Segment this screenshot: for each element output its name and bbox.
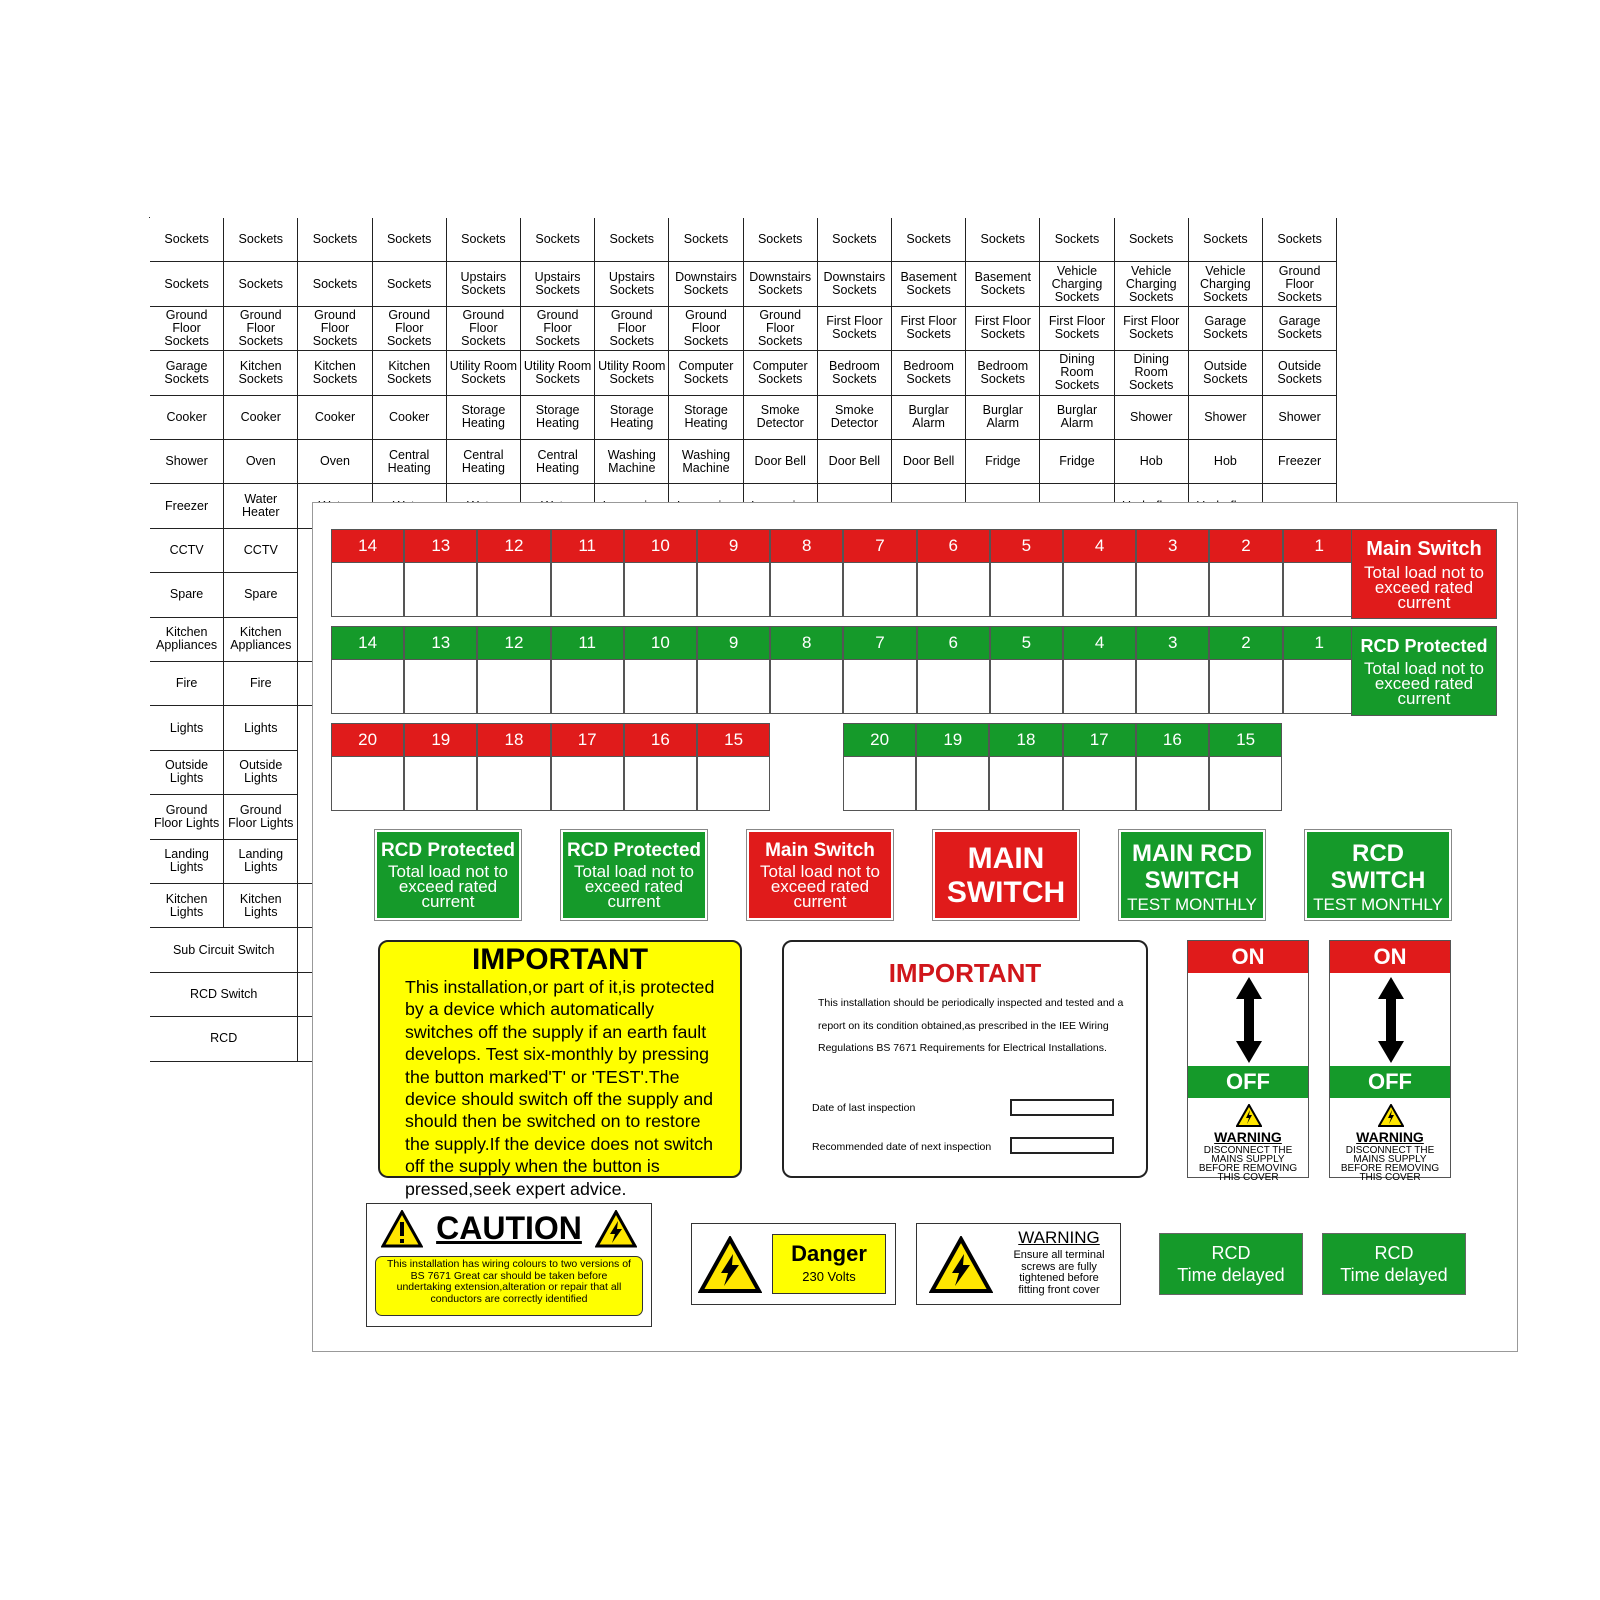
way-number: 15	[1209, 723, 1282, 757]
circuit-label-cell: Shower	[150, 440, 224, 484]
way-label-slot[interactable]	[331, 659, 404, 714]
circuit-label-cell: Sockets	[298, 262, 372, 306]
electric-hazard-icon	[698, 1236, 762, 1294]
circuit-label-cell: Ground Floor Sockets	[1263, 262, 1337, 306]
important-rcd-test-notice	[378, 940, 742, 1199]
tag-line-1: RCD	[1352, 840, 1404, 867]
important-title: IMPORTANT	[471, 943, 649, 976]
tag-text: Total load not to exceed rated current	[759, 862, 881, 911]
circuit-label-cell: Central Heating	[373, 440, 447, 484]
way-number: 19	[916, 723, 989, 757]
inspection-title: IMPORTANT	[888, 958, 1042, 988]
danger-230v-label	[691, 1223, 896, 1305]
circuit-label-cell: Ground Floor Lights	[150, 795, 224, 839]
main-switch-tag	[747, 830, 893, 920]
way-label-slot[interactable]	[624, 659, 697, 714]
warning-triangle-icon	[1236, 1104, 1262, 1127]
way-label-slot[interactable]	[1136, 756, 1209, 811]
circuit-label-cell: Ground Floor Sockets	[595, 307, 669, 351]
circuit-label-cell: First Floor Sockets	[892, 307, 966, 351]
way-label-slot[interactable]	[697, 756, 770, 811]
circuit-label-cell: Kitchen Appliances	[224, 618, 298, 662]
tag-line-3: TEST MONTHLY	[1313, 895, 1443, 914]
way-label-slot[interactable]	[551, 756, 624, 811]
way-number: 20	[331, 723, 404, 757]
circuit-label-cell: Freezer	[150, 484, 224, 528]
circuit-label-cell: Sockets	[1189, 218, 1263, 262]
circuit-label-cell: Sockets	[521, 218, 595, 262]
way-number: 16	[1136, 723, 1209, 757]
circuit-label-cell: Downstairs Sockets	[669, 262, 743, 306]
circuit-label-cell: Ground Floor Sockets	[447, 307, 521, 351]
rcd-protected-panel-text: Total load not to exceed rated current	[1363, 659, 1485, 708]
circuit-label-cell: Shower	[1263, 396, 1337, 440]
circuit-label-cell: Door Bell	[744, 440, 818, 484]
circuit-label-cell: Water Heater	[224, 484, 298, 528]
way-number: 3	[1136, 626, 1209, 660]
circuit-label-cell: Cooker	[373, 396, 447, 440]
rcd-time-delayed-tag-2	[1322, 1233, 1466, 1295]
way-number: 6	[917, 626, 990, 660]
circuit-label-cell: Ground Floor Sockets	[224, 307, 298, 351]
circuit-label-cell: Fridge	[966, 440, 1040, 484]
circuit-label-cell: Kitchen Sockets	[373, 351, 447, 395]
circuit-label-cell: Burglar Alarm	[892, 396, 966, 440]
danger-text: 230 Volts	[802, 1269, 856, 1284]
circuit-label-cell: Downstairs Sockets	[818, 262, 892, 306]
circuit-label-cell: Washing Machine	[669, 440, 743, 484]
circuit-label-cell: Central Heating	[447, 440, 521, 484]
warning-heading: WARNING	[1214, 1129, 1282, 1145]
consumer-unit-label-sheet	[312, 502, 1518, 1352]
circuit-label-cell: Utility Room Sockets	[447, 351, 521, 395]
tag-line-2: Time delayed	[1340, 1265, 1448, 1285]
way-number: 2	[1209, 529, 1282, 563]
way-number: 8	[770, 626, 843, 660]
way-label-slot[interactable]	[404, 659, 477, 714]
rcd-protected-panel	[1351, 626, 1497, 716]
circuit-label-cell: Outside Sockets	[1189, 351, 1263, 395]
circuit-label-cell: Upstairs Sockets	[595, 262, 669, 306]
circuit-label-cell: Ground Floor Sockets	[669, 307, 743, 351]
way-label-slot[interactable]	[843, 562, 916, 617]
way-number: 5	[990, 626, 1063, 660]
circuit-label-cell: Cooker	[150, 396, 224, 440]
circuit-label-cell: Door Bell	[892, 440, 966, 484]
circuit-label-wide-cell: RCD Switch	[150, 973, 298, 1017]
way-number: 1	[1283, 529, 1356, 563]
circuit-label-cell: Garage Sockets	[150, 351, 224, 395]
main-switch-panel-title: Main Switch	[1366, 538, 1482, 560]
circuit-label-cell: Sockets	[224, 218, 298, 262]
circuit-label-cell: Landing Lights	[150, 840, 224, 884]
circuit-label-cell: Outside Sockets	[1263, 351, 1337, 395]
circuit-label-cell: Bedroom Sockets	[966, 351, 1040, 395]
tag-line-2: SWITCH	[1144, 867, 1240, 894]
way-label-slot[interactable]	[331, 562, 404, 617]
circuit-label-cell: Oven	[224, 440, 298, 484]
circuit-label-cell: Garage Sockets	[1189, 307, 1263, 351]
on-label: ON	[1188, 941, 1308, 973]
tag-line-1: MAIN RCD	[1132, 840, 1252, 867]
circuit-label-cell: Dining Room Sockets	[1040, 351, 1114, 395]
important-body: This installation,or part of it,is protected by a device which automatically switches off the supply if an earth fault develops. Test six-monthly by pressing the button marked'T' or 'TEST'.The device should switch off the supply and should then be switched on to restore the supply.If the device does not switch off the supply when the button is pressed,seek expert advice.	[405, 977, 715, 1199]
circuit-label-cell: First Floor Sockets	[1115, 307, 1189, 351]
circuit-label-cell: First Floor Sockets	[1040, 307, 1114, 351]
rcd-protected-tag-2	[561, 830, 707, 920]
way-number: 13	[404, 626, 477, 660]
on-off-label-1	[1187, 940, 1309, 1183]
circuit-label-cell: Computer Sockets	[744, 351, 818, 395]
main-rcd-switch-tag	[1119, 830, 1265, 920]
way-number: 18	[989, 723, 1062, 757]
way-number: 5	[990, 529, 1063, 563]
tag-title: RCD Protected	[380, 840, 516, 861]
circuit-label-cell: Sockets	[373, 262, 447, 306]
circuit-label-cell: Outside Lights	[150, 751, 224, 795]
way-label-slot[interactable]	[624, 562, 697, 617]
way-label-slot[interactable]	[1063, 562, 1136, 617]
last-inspection-label: Date of last inspection	[812, 1102, 916, 1114]
way-label-slot[interactable]	[917, 659, 990, 714]
circuit-label-cell: Kitchen Appliances	[150, 618, 224, 662]
danger-title: Danger	[791, 1241, 867, 1266]
way-number: 11	[551, 626, 624, 660]
main-switch-panel-text: Total load not to exceed rated current	[1363, 563, 1485, 612]
on-label: ON	[1330, 941, 1450, 973]
way-number: 12	[477, 529, 550, 563]
tag-text: Total load not to exceed rated current	[573, 862, 695, 911]
inspection-body: This installation should be periodically inspected and tested and a report on its condition obtained,as prescribed in the IEE Wiring Regulations BS 7671 Requirements for Electrical Installations.	[818, 997, 1124, 1054]
main-switch-panel	[1351, 529, 1497, 619]
circuit-label-cell: Burglar Alarm	[1040, 396, 1114, 440]
caution-body: This installation has wiring colours to two versions of BS 7671 Great car should be taken before undertaking extension,alteration or repair that all conductors are correctly identified	[375, 1256, 643, 1316]
circuit-label-cell: Fire	[224, 662, 298, 706]
tag-line-2: Time delayed	[1177, 1265, 1285, 1285]
way-number: 14	[331, 626, 404, 660]
circuit-label-cell: Sockets	[1040, 218, 1114, 262]
way-label-slot[interactable]	[1283, 562, 1356, 617]
circuit-label-cell: Upstairs Sockets	[521, 262, 595, 306]
way-number: 1	[1283, 626, 1356, 660]
circuit-label-cell: Storage Heating	[447, 396, 521, 440]
warning-triangle-icon	[381, 1210, 423, 1248]
tag-line-2: SWITCH	[946, 876, 1066, 909]
way-label-slot[interactable]	[1136, 659, 1209, 714]
circuit-label-cell: Door Bell	[818, 440, 892, 484]
circuit-label-cell: Sockets	[818, 218, 892, 262]
way-label-slot[interactable]	[624, 756, 697, 811]
way-label-slot[interactable]	[1209, 756, 1282, 811]
way-label-slot[interactable]	[916, 756, 989, 811]
caution-wiring-colours-label	[366, 1203, 652, 1327]
circuit-label-cell: Smoke Detector	[818, 396, 892, 440]
warning-text: Ensure all terminal screws are fully tightened before fitting front cover	[1013, 1249, 1105, 1296]
circuit-label-cell: Ground Floor Sockets	[150, 307, 224, 351]
way-label-slot[interactable]	[404, 756, 477, 811]
circuit-label-cell: Cooker	[224, 396, 298, 440]
way-number: 8	[770, 529, 843, 563]
periodic-inspection-notice	[782, 940, 1148, 1178]
electric-hazard-icon	[595, 1210, 637, 1248]
circuit-label-cell: First Floor Sockets	[818, 307, 892, 351]
tag-line-1: RCD	[1211, 1243, 1251, 1263]
circuit-label-cell: Kitchen Lights	[224, 884, 298, 928]
circuit-label-cell: Kitchen Sockets	[224, 351, 298, 395]
circuit-label-cell: Kitchen Lights	[150, 884, 224, 928]
circuit-label-cell: Sockets	[150, 218, 224, 262]
rcd-switch-tag	[1305, 830, 1451, 920]
way-label-slot[interactable]	[1136, 562, 1209, 617]
circuit-label-cell: Vehicle Charging Sockets	[1040, 262, 1114, 306]
way-label-slot[interactable]	[331, 756, 404, 811]
way-number: 4	[1063, 626, 1136, 660]
way-number: 7	[843, 626, 916, 660]
way-label-slot[interactable]	[697, 659, 770, 714]
way-label-slot[interactable]	[917, 562, 990, 617]
way-label-slot[interactable]	[477, 756, 550, 811]
circuit-label-cell: Oven	[298, 440, 372, 484]
circuit-label-cell: Vehicle Charging Sockets	[1189, 262, 1263, 306]
way-label-slot[interactable]	[843, 659, 916, 714]
danger-box	[772, 1234, 886, 1294]
circuit-label-cell: Sockets	[744, 218, 818, 262]
rcd-protected-tag-1	[375, 830, 521, 920]
way-number: 14	[331, 529, 404, 563]
on-off-label-2	[1329, 940, 1451, 1183]
circuit-label-cell: Sockets	[1115, 218, 1189, 262]
way-label-slot[interactable]	[551, 659, 624, 714]
way-label-slot[interactable]	[770, 562, 843, 617]
circuit-label-cell: Storage Heating	[595, 396, 669, 440]
way-number: 10	[624, 529, 697, 563]
way-label-slot[interactable]	[770, 659, 843, 714]
circuit-label-cell: First Floor Sockets	[966, 307, 1040, 351]
way-number: 2	[1209, 626, 1282, 660]
circuit-label-cell: Ground Floor Sockets	[298, 307, 372, 351]
circuit-label-cell: Sockets	[892, 218, 966, 262]
circuit-label-cell: Sockets	[373, 218, 447, 262]
circuit-label-cell: Sockets	[224, 262, 298, 306]
way-label-slot[interactable]	[843, 756, 916, 811]
way-number: 16	[624, 723, 697, 757]
way-label-slot[interactable]	[989, 756, 1062, 811]
circuit-label-cell: Fridge	[1040, 440, 1114, 484]
way-label-slot[interactable]	[1283, 659, 1356, 714]
way-number: 12	[477, 626, 550, 660]
circuit-label-cell: Vehicle Charging Sockets	[1115, 262, 1189, 306]
tag-text: Total load not to exceed rated current	[387, 862, 509, 911]
double-arrow-icon	[1376, 975, 1406, 1065]
circuit-label-cell: Washing Machine	[595, 440, 669, 484]
circuit-label-cell: Bedroom Sockets	[818, 351, 892, 395]
circuit-label-cell: Downstairs Sockets	[744, 262, 818, 306]
circuit-label-cell: Storage Heating	[669, 396, 743, 440]
way-number: 17	[551, 723, 624, 757]
way-number: 15	[697, 723, 770, 757]
rcd-time-delayed-tag-1	[1159, 1233, 1303, 1295]
circuit-label-cell: Spare	[224, 573, 298, 617]
circuit-label-cell: Hob	[1115, 440, 1189, 484]
way-number: 9	[697, 529, 770, 563]
way-number: 3	[1136, 529, 1209, 563]
warning-title: WARNING	[1018, 1228, 1100, 1247]
tag-line-1: MAIN	[967, 842, 1045, 875]
circuit-label-cell: Sockets	[150, 262, 224, 306]
way-number: 7	[843, 529, 916, 563]
way-label-slot[interactable]	[1209, 562, 1282, 617]
electric-hazard-icon	[929, 1236, 993, 1294]
way-label-slot[interactable]	[990, 562, 1063, 617]
way-number: 17	[1063, 723, 1136, 757]
circuit-label-cell: Lights	[150, 706, 224, 750]
circuit-label-cell: Outside Lights	[224, 751, 298, 795]
circuit-label-cell: Burglar Alarm	[966, 396, 1040, 440]
circuit-label-cell: Shower	[1189, 396, 1263, 440]
circuit-label-cell: Bedroom Sockets	[892, 351, 966, 395]
next-inspection-label: Recommended date of next inspection	[812, 1141, 992, 1153]
off-label: OFF	[1188, 1066, 1308, 1098]
circuit-label-cell: Sockets	[966, 218, 1040, 262]
double-arrow-icon	[1234, 975, 1264, 1065]
way-label-slot[interactable]	[1063, 659, 1136, 714]
circuit-label-cell: Hob	[1189, 440, 1263, 484]
circuit-label-cell: Kitchen Sockets	[298, 351, 372, 395]
circuit-label-cell: Ground Floor Sockets	[373, 307, 447, 351]
tag-line-2: SWITCH	[1330, 867, 1426, 894]
circuit-label-cell: Dining Room Sockets	[1115, 351, 1189, 395]
way-number: 10	[624, 626, 697, 660]
circuit-label-cell: Sockets	[1263, 218, 1337, 262]
way-number: 20	[843, 723, 916, 757]
circuit-label-cell: Cooker	[298, 396, 372, 440]
circuit-label-cell: Upstairs Sockets	[447, 262, 521, 306]
caution-title: CAUTION	[436, 1210, 582, 1246]
circuit-label-cell: Sockets	[669, 218, 743, 262]
circuit-label-cell: Ground Floor Lights	[224, 795, 298, 839]
circuit-label-cell: Central Heating	[521, 440, 595, 484]
way-number: 18	[477, 723, 550, 757]
circuit-label-cell: Fire	[150, 662, 224, 706]
warning-text: DISCONNECT THE MAINS SUPPLY BEFORE REMOVING THIS COVER	[1340, 1145, 1440, 1183]
way-label-slot[interactable]	[551, 562, 624, 617]
way-label-slot[interactable]	[477, 659, 550, 714]
circuit-label-cell: Smoke Detector	[744, 396, 818, 440]
big-main-switch-tag	[933, 830, 1079, 920]
circuit-label-cell: Basement Sockets	[966, 262, 1040, 306]
circuit-label-cell: Ground Floor Sockets	[521, 307, 595, 351]
circuit-label-cell: Computer Sockets	[669, 351, 743, 395]
way-label-slot[interactable]	[697, 562, 770, 617]
circuit-label-cell: Garage Sockets	[1263, 307, 1337, 351]
rcd-protected-panel-title: RCD Protected	[1360, 636, 1488, 656]
tag-line-3: TEST MONTHLY	[1127, 895, 1257, 914]
circuit-label-cell: Utility Room Sockets	[521, 351, 595, 395]
way-number: 19	[404, 723, 477, 757]
way-number: 11	[551, 529, 624, 563]
tag-line-1: RCD	[1374, 1243, 1414, 1263]
circuit-label-cell: Basement Sockets	[892, 262, 966, 306]
warning-heading: WARNING	[1356, 1129, 1424, 1145]
way-label-slot[interactable]	[1063, 756, 1136, 811]
way-label-slot[interactable]	[1209, 659, 1282, 714]
way-label-slot[interactable]	[404, 562, 477, 617]
way-number: 4	[1063, 529, 1136, 563]
circuit-label-cell: Sockets	[447, 218, 521, 262]
circuit-label-cell: Spare	[150, 573, 224, 617]
circuit-label-cell: Ground Floor Sockets	[744, 307, 818, 351]
next-inspection-field[interactable]	[1010, 1137, 1114, 1154]
circuit-label-cell: Sockets	[298, 218, 372, 262]
way-number: 13	[404, 529, 477, 563]
circuit-label-wide-cell: RCD	[150, 1017, 298, 1061]
circuit-label-cell: Freezer	[1263, 440, 1337, 484]
circuit-label-cell: Utility Room Sockets	[595, 351, 669, 395]
way-label-slot[interactable]	[477, 562, 550, 617]
warning-triangle-icon	[1378, 1104, 1404, 1127]
circuit-label-cell: CCTV	[224, 529, 298, 573]
terminal-screws-warning-label	[916, 1223, 1121, 1305]
circuit-label-cell: Storage Heating	[521, 396, 595, 440]
way-label-slot[interactable]	[990, 659, 1063, 714]
circuit-label-cell: Shower	[1115, 396, 1189, 440]
circuit-label-cell: Landing Lights	[224, 840, 298, 884]
circuit-label-cell: Sockets	[595, 218, 669, 262]
circuit-label-cell: Lights	[224, 706, 298, 750]
off-label: OFF	[1330, 1066, 1450, 1098]
tag-title: Main Switch	[765, 840, 875, 861]
circuit-label-wide-cell: Sub Circuit Switch	[150, 928, 298, 972]
way-number: 9	[697, 626, 770, 660]
warning-text: DISCONNECT THE MAINS SUPPLY BEFORE REMOVING THIS COVER	[1198, 1145, 1298, 1183]
circuit-label-cell: CCTV	[150, 529, 224, 573]
way-number: 6	[917, 529, 990, 563]
last-inspection-field[interactable]	[1010, 1099, 1114, 1116]
tag-title: RCD Protected	[566, 840, 702, 861]
